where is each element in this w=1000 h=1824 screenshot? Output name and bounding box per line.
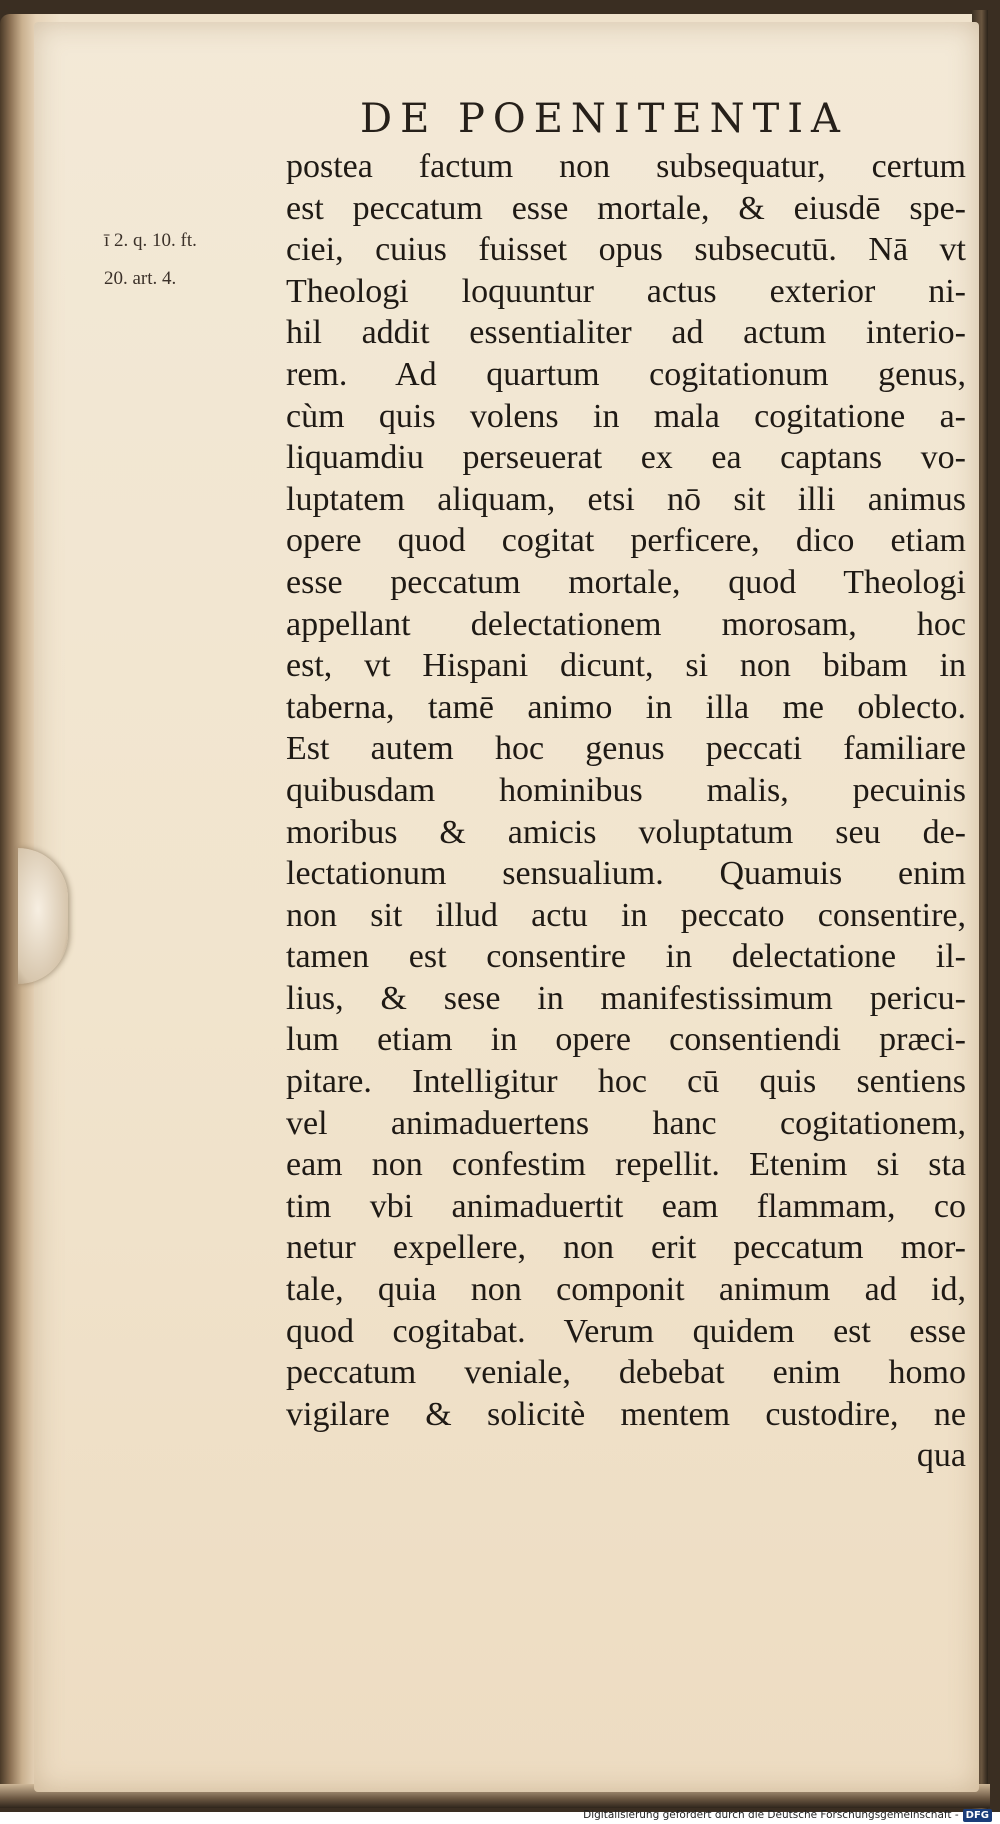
margin-note-line: 20. art. 4.	[104, 268, 177, 289]
text-line: est, vt Hispani dicunt, si non bibam in	[286, 647, 966, 685]
text-line: rem. Ad quartum cogitationum genus,	[286, 355, 966, 393]
text-line: lum etiam in opere consentiendi præci-	[286, 1021, 966, 1059]
text-line: postea factum non subsequatur, certum	[286, 148, 966, 185]
text-line: quibusdam hominibus malis, pecuinis	[286, 771, 966, 809]
text-line: liquamdiu perseuerat ex ea captans vo-	[286, 439, 966, 477]
text-line: ciei, cuius fuisset opus subsecutū. Nā vt	[286, 231, 966, 269]
text-line: moribus & amicis voluptatum seu de-	[286, 813, 966, 851]
text-line: qua	[916, 1437, 966, 1475]
text-line: hil addit essentialiter ad actum interio-	[286, 314, 966, 352]
text-line: Theologi loquuntur actus exterior ni-	[286, 272, 966, 310]
body-text	[286, 146, 966, 1477]
text-line: luptatem aliquam, etsi nō sit illi animus	[286, 480, 966, 518]
text-line: taberna, tamē animo in illa me oblecto.	[286, 688, 966, 726]
text-line: tamen est consentire in delectatione il-	[286, 938, 966, 976]
text-line: esse peccatum mortale, quod Theologi	[286, 563, 966, 601]
text-line: peccatum veniale, debebat enim homo	[286, 1354, 966, 1392]
text-line: appellant delectationem morosam, hoc	[286, 605, 966, 643]
text-line: tale, quia non componit animum ad id,	[286, 1271, 966, 1309]
margin-note	[104, 222, 274, 298]
text-line: netur expellere, non erit peccatum mor-	[286, 1229, 966, 1267]
margin-note-line: ī 2. q. 10. ft.	[104, 230, 197, 251]
text-line: lius, & sese in manifestissimum pericu-	[286, 979, 966, 1017]
text-line: cùm quis volens in mala cogitatione a-	[286, 397, 966, 435]
text-line: tim vbi animaduertit eam flammam, co	[286, 1187, 966, 1225]
text-line: vel animaduertens hanc cogitationem,	[286, 1104, 966, 1142]
dfg-logo: DFG	[963, 1809, 992, 1822]
text-line: opere quod cogitat perficere, dico etiam	[286, 522, 966, 560]
text-line: vigilare & solicitè mentem custodire, ne	[286, 1395, 966, 1433]
credit-text: Digitalisierung gefördert durch die Deutsche Forschungsgemeinschaft -	[583, 1809, 959, 1821]
text-line: pitare. Intelligitur hoc cū quis sentiens	[286, 1063, 966, 1101]
text-line: non sit illud actu in peccato consentire,	[286, 896, 966, 934]
digitization-credit	[583, 1806, 992, 1824]
text-line: est peccatum esse mortale, & eiusdē spe-	[286, 189, 966, 227]
text-line: Est autem hoc genus peccati familiare	[286, 730, 966, 768]
text-line: lectationum sensualium. Quamuis enim	[286, 855, 966, 893]
running-head: DE POENITENTIA	[360, 96, 848, 142]
text-line: quod cogitabat. Verum quidem est esse	[286, 1312, 966, 1350]
text-line: eam non confestim repellit. Etenim si sta	[286, 1146, 966, 1184]
